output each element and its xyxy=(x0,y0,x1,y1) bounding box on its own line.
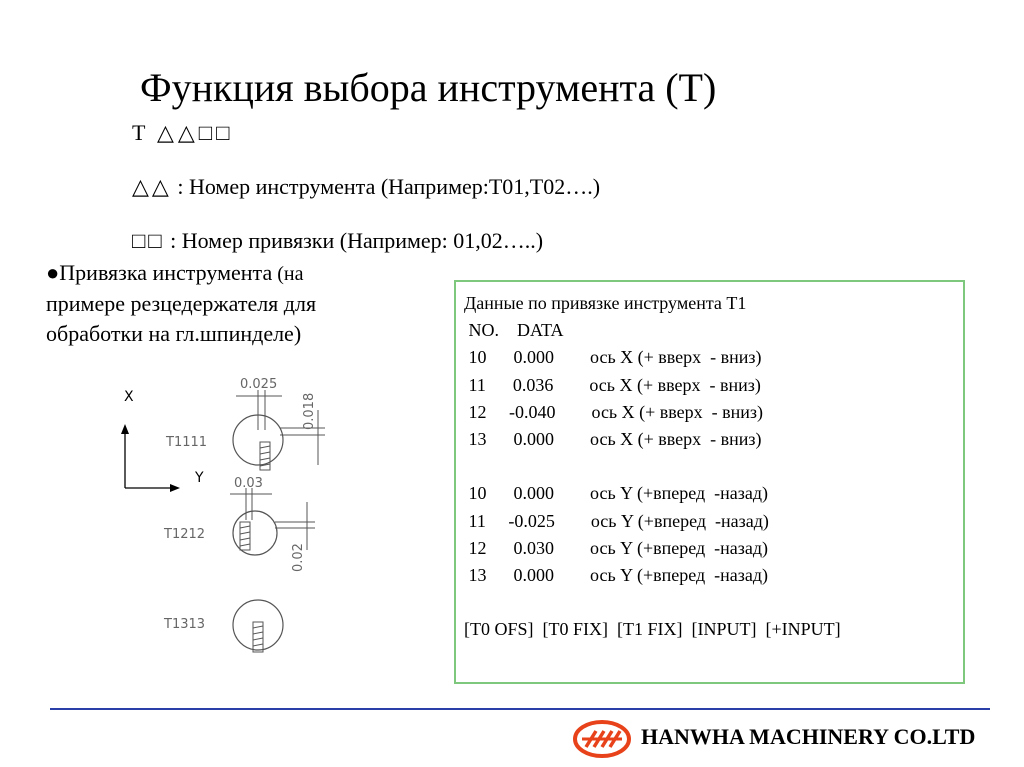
offset-number-line xyxy=(132,228,543,254)
bullet-marker: ● xyxy=(46,260,60,285)
offset-data-list xyxy=(464,290,841,644)
soft-keys: [T0 OFS] [T0 FIX] [T1 FIX] [INPUT] [+INPUT] xyxy=(464,619,841,640)
tool-number-symbols: △△ xyxy=(132,174,172,199)
tool-t1111 xyxy=(165,377,325,470)
hanwha-logo-icon xyxy=(572,719,632,759)
offset-row-x: 11 0.036 ось X (+ вверх - вниз) xyxy=(464,374,761,395)
dim-horizontal: 0.025 xyxy=(240,377,278,392)
offset-row-x: 13 0.000 ось X (+ вверх - вниз) xyxy=(464,429,762,450)
footer-divider xyxy=(50,708,990,710)
tool-offset-description xyxy=(46,258,316,349)
offset-row-x: 10 0.000 ось X (+ вверх - вниз) xyxy=(464,347,762,368)
bullet-heading: Привязка инструмента xyxy=(59,260,273,285)
company-name: HANWHA MACHINERY CO.LTD xyxy=(641,724,976,749)
spacer xyxy=(464,453,841,480)
tool-label: T1111 xyxy=(166,435,208,450)
bullet-text-1: (на xyxy=(272,263,304,285)
offset-row-y: 12 0.030 ось Y (+вперед -назад) xyxy=(464,537,769,558)
bullet-text-3: обработки на гл.шпинделе) xyxy=(46,321,302,346)
axis-x-label: X xyxy=(124,389,134,405)
offset-row-y: 10 0.000 ось Y (+вперед -назад) xyxy=(464,483,769,504)
offset-row-x: 12 -0.040 ось X (+ вверх - вниз) xyxy=(464,401,764,422)
offset-number-symbols: □□ xyxy=(132,228,165,253)
offset-row-y: 13 0.000 ось Y (+вперед -назад) xyxy=(464,565,769,586)
tool-t1212 xyxy=(163,476,315,572)
bullet-text-2: примере резцедержателя для xyxy=(46,291,317,316)
dim-vertical: 0.02 xyxy=(291,543,306,572)
offset-row-y: 11 -0.025 ось Y (+вперед -назад) xyxy=(464,510,769,531)
panel-title: Данные по привязке инструмента Т1 xyxy=(464,293,747,313)
axis-y-arrow-icon xyxy=(170,484,180,492)
page-title: Функция выбора инструмента (Т) xyxy=(140,65,717,110)
format-prefix: Т xyxy=(132,120,146,145)
spacer xyxy=(464,589,841,616)
dim-vertical: 0.018 xyxy=(302,392,317,430)
dim-horizontal: 0.03 xyxy=(234,476,263,491)
offset-number-text: : Номер привязки (Например: 01,02…..) xyxy=(170,228,544,253)
tool-offset-diagram xyxy=(110,370,330,670)
tool-offset-data-panel xyxy=(454,280,965,684)
format-symbols: △△□□ xyxy=(156,120,234,145)
tool-label: T1212 xyxy=(164,527,206,542)
axis-y-label: Y xyxy=(195,470,204,486)
tool-number-line xyxy=(132,174,600,200)
format-line xyxy=(132,120,233,146)
tool-label: T1313 xyxy=(164,617,206,632)
axis-x-arrow-icon xyxy=(121,424,129,434)
tool-t1313 xyxy=(163,600,283,652)
tool-number-text: : Номер инструмента (Например:Т01,Т02….) xyxy=(177,174,601,199)
panel-header: NO. DATA xyxy=(464,320,564,341)
